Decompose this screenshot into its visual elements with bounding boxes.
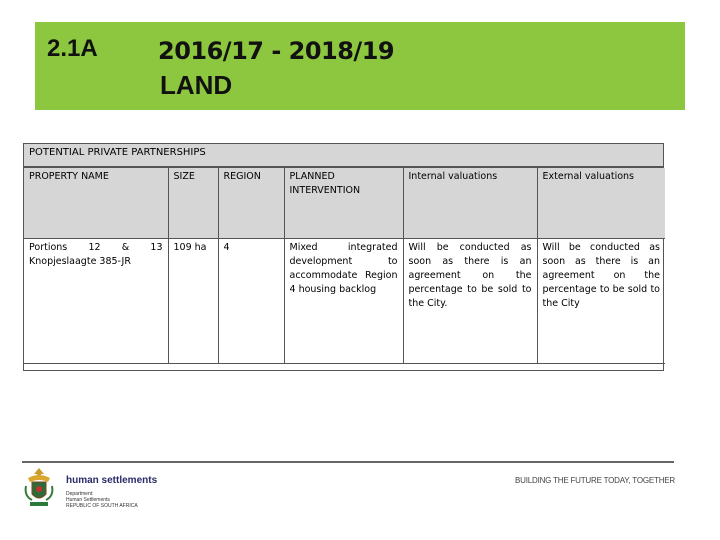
- tagline: BUILDING THE FUTURE TODAY, TOGETHER: [515, 476, 675, 485]
- cell-size: 109 ha: [168, 239, 218, 364]
- coat-of-arms-icon: [22, 466, 56, 510]
- col-header-size: SIZE: [168, 168, 218, 239]
- col-header-internal-valuations: Internal valuations: [403, 168, 537, 239]
- col-header-external-valuations: External valuations: [537, 168, 665, 239]
- table-row: [24, 239, 665, 364]
- section-number: 2.1A: [47, 35, 98, 62]
- table-title: POTENTIAL PRIVATE PARTNERSHIPS: [24, 144, 663, 168]
- cell-planned-intervention: Mixed integrated development to accommodate Region 4 housing backlog: [284, 239, 403, 364]
- period-title: 2016/17 - 2018/19: [158, 37, 395, 65]
- org-name: human settlements: [66, 475, 158, 486]
- col-header-planned-intervention: PLANNED INTERVENTION: [284, 168, 403, 239]
- col-header-region: REGION: [218, 168, 284, 239]
- header-row: [24, 168, 665, 239]
- partnerships-table: [23, 143, 664, 371]
- cell-internal-valuations: Will be conducted as soon as there is an agreement on the percentage to be sold to the City.: [403, 239, 537, 364]
- col-header-property-name: PROPERTY NAME: [24, 168, 168, 239]
- subject-title: LAND: [160, 70, 233, 100]
- title-banner: [35, 22, 685, 110]
- footer-divider: [22, 461, 674, 463]
- cell-external-valuations: Will be conducted as soon as there is an agreement on the percentage to be sold to the City: [537, 239, 665, 364]
- cell-region: 4: [218, 239, 284, 364]
- org-department: Department: Human Settlements REPUBLIC OF SOUTH AFRICA: [66, 491, 138, 509]
- data-table: [24, 168, 665, 364]
- department-logo: [22, 466, 182, 516]
- cell-property-name: Portions 12 & 13 Knopjeslaagte 385-JR: [24, 239, 168, 364]
